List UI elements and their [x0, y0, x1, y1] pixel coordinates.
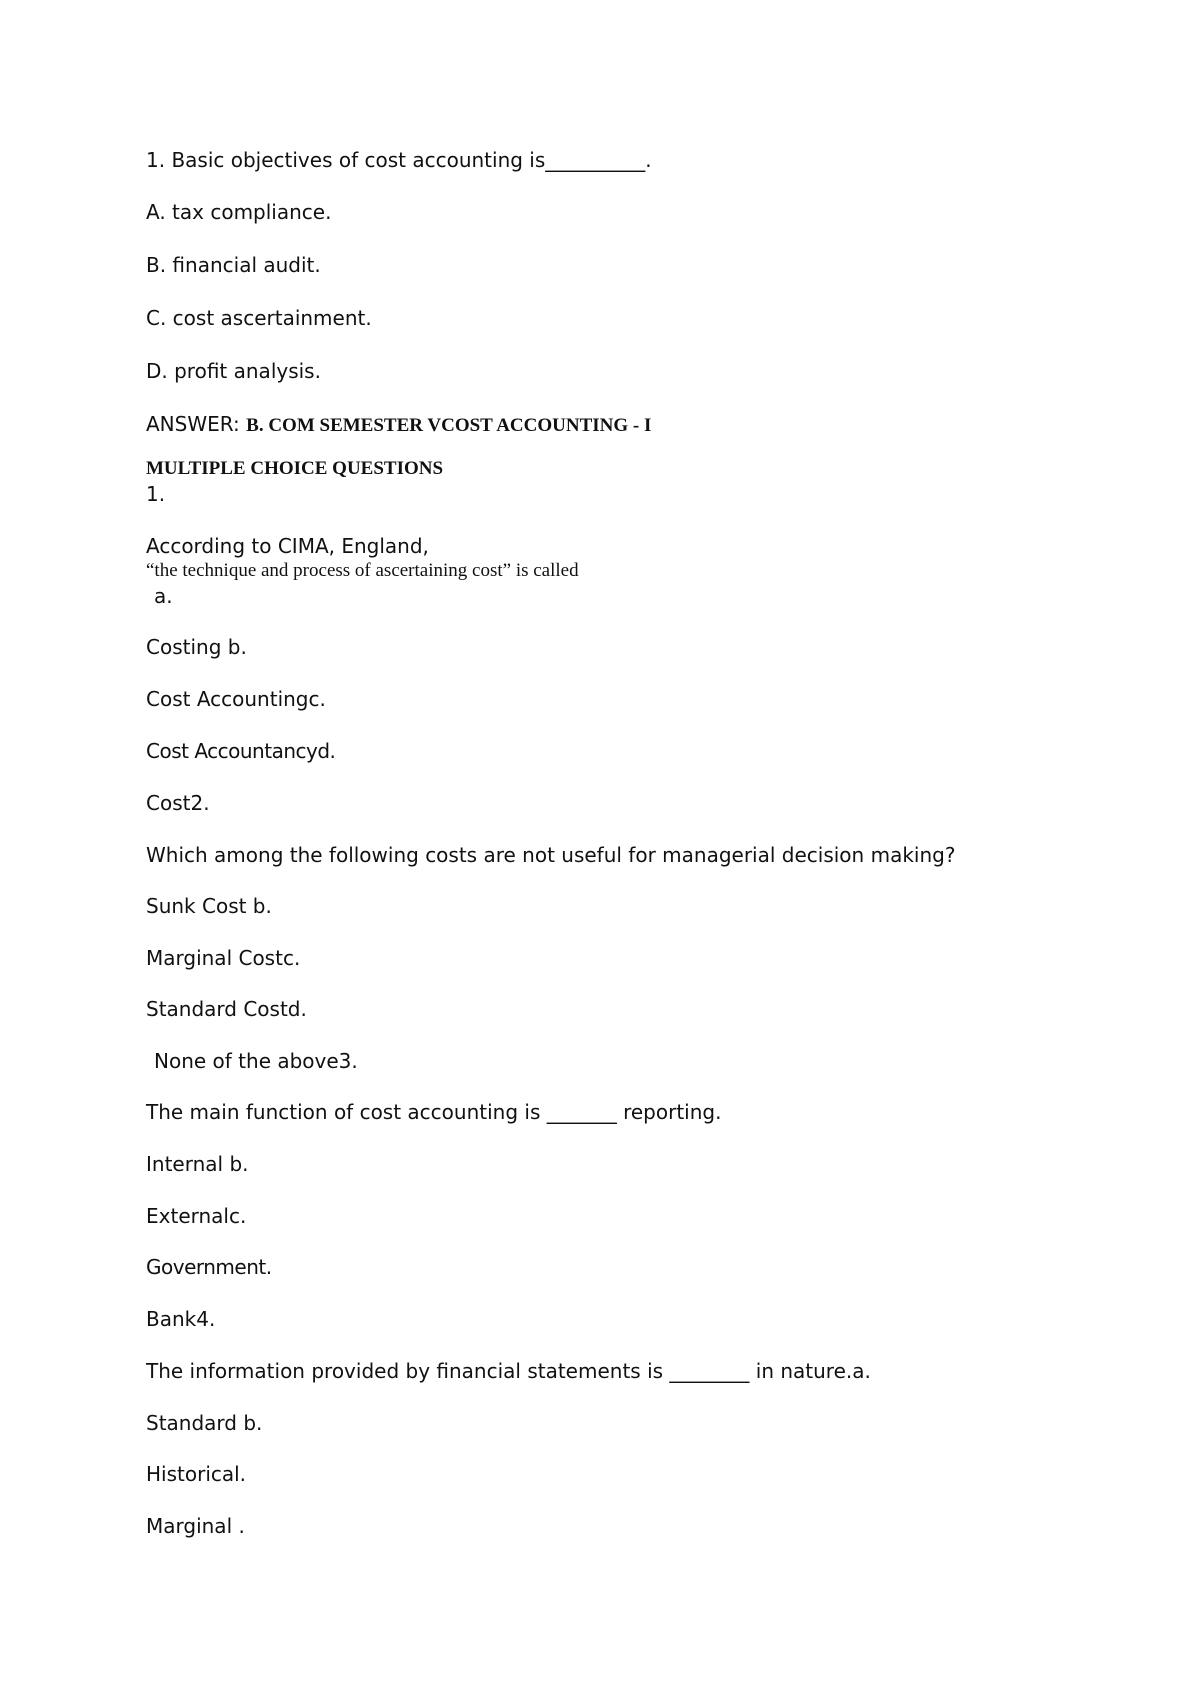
question-2-text: Which among the following costs are not useful for managerial decision making? [146, 843, 956, 867]
cima-option-3: Cost Accountancyd. [146, 739, 336, 763]
cima-quote: “the technique and process of ascertaining cost” is called [146, 560, 579, 581]
cima-intro: According to CIMA, England, [146, 534, 429, 558]
q4-option-1: Standard b. [146, 1411, 263, 1435]
answer-line [146, 411, 651, 439]
cima-option-1: Costing b. [146, 635, 247, 659]
q3-option-3: Government. [146, 1255, 272, 1279]
question-1-title: 1. Basic objectives of cost accounting is__________. [146, 148, 652, 172]
q2-option-3: Standard Costd. [146, 997, 307, 1021]
q4-option-2: Historical. [146, 1462, 247, 1486]
question-number-1: 1. [146, 482, 166, 506]
cima-option-4: Cost2. [146, 791, 210, 815]
answer-prefix: ANSWER: [146, 412, 247, 436]
answer-bold-text: B. COM SEMESTER VCOST ACCOUNTING - I [246, 415, 652, 436]
q4-option-3: Marginal . [146, 1514, 245, 1538]
q2-option-2: Marginal Costc. [146, 946, 301, 970]
q1-option-c: C. cost ascertainment. [146, 306, 372, 330]
q3-option-4: Bank4. [146, 1307, 216, 1331]
section-heading: MULTIPLE CHOICE QUESTIONS [146, 458, 444, 479]
question-3-text: The main function of cost accounting is _______ reporting. [146, 1100, 722, 1124]
question-4-text: The information provided by financial statements is ________ in nature.a. [146, 1359, 871, 1383]
q1-option-d: D. profit analysis. [146, 359, 321, 383]
q3-option-1: Internal b. [146, 1152, 249, 1176]
q1-option-a: A. tax compliance. [146, 200, 332, 224]
cima-option-2: Cost Accountingc. [146, 687, 326, 711]
cima-option-a-marker: a. [154, 584, 173, 608]
q3-option-2: Externalc. [146, 1204, 247, 1228]
q2-option-4: None of the above3. [154, 1049, 358, 1073]
q2-option-1: Sunk Cost b. [146, 894, 272, 918]
q1-option-b: B. financial audit. [146, 253, 321, 277]
